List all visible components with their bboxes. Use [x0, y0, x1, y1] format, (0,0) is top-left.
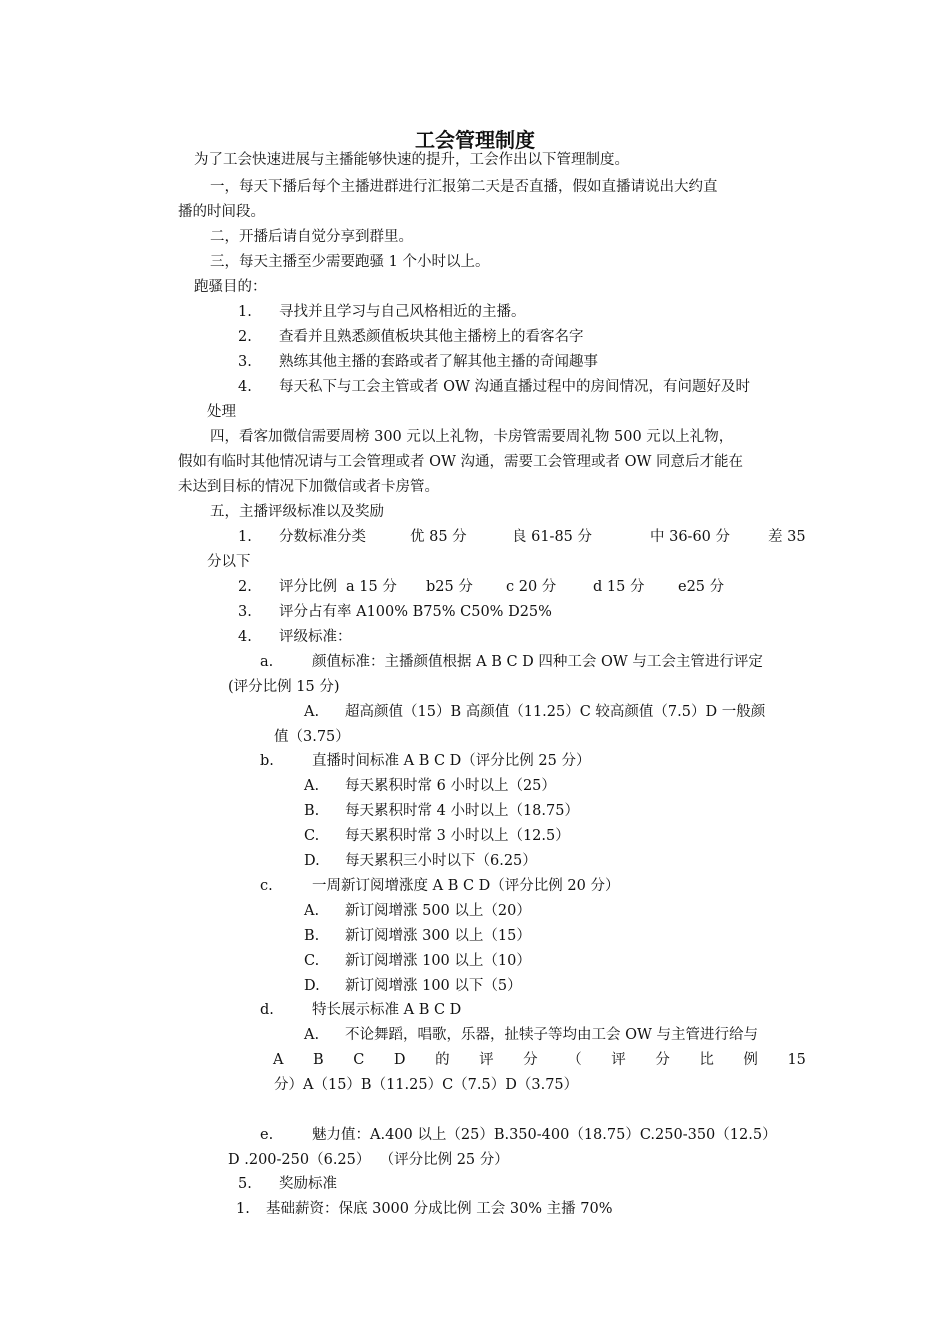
section-c-item-b — [304, 926, 531, 946]
list-mark: C. — [304, 953, 320, 969]
justified-char: C — [353, 1052, 365, 1068]
list-number: 1. — [238, 529, 252, 545]
list-text: 每天累积时常 3 小时以上（12.5） — [345, 828, 570, 844]
rule-1-line-1: 一，每天下播后每个主播进群进行汇报第二天是否直播，假如直播请说出大约直 — [210, 179, 718, 195]
list-mark: C. — [304, 828, 320, 844]
justified-char: 评 — [479, 1052, 494, 1068]
score-poor: 差 35 — [768, 529, 806, 545]
salary-row — [236, 1199, 613, 1219]
score-continued: 分以下 — [207, 554, 251, 570]
list-text: 寻找并且学习与自己风格相近的主播。 — [279, 304, 526, 320]
intro-paragraph: 为了工会快速进展与主播能够快速的提升，工会作出以下管理制度。 — [194, 152, 629, 168]
rule-2: 二，开播后请自觉分享到群里。 — [210, 229, 413, 245]
list-number: 4. — [238, 629, 252, 645]
score-mid: 中 36-60 分 — [650, 529, 731, 545]
reward-heading — [238, 1174, 337, 1194]
rule-5-heading: 五，主播评级标准以及奖励 — [210, 504, 384, 520]
list-number: 2. — [238, 579, 252, 595]
section-d-mark: d. — [260, 1002, 274, 1018]
list-number: 1. — [236, 1201, 250, 1217]
list-text: 新订阅增涨 100 以上（10） — [345, 953, 531, 969]
section-b-item-b — [304, 801, 579, 821]
ratio-b: b25 分 — [426, 579, 473, 595]
section-c-text: 一周新订阅增涨度 A B C D（评分比例 20 分） — [312, 878, 620, 894]
list-mark: B. — [304, 928, 320, 944]
list-number: 5. — [238, 1176, 252, 1192]
list-text: 每天累积时常 4 小时以上（18.75） — [345, 803, 579, 819]
list-number: 2. — [238, 329, 252, 345]
list-text: 每天累积三小时以下（6.25） — [345, 853, 537, 869]
salary-text: 基础薪资：保底 3000 分成比例 工会 30% 主播 70% — [266, 1201, 613, 1217]
section-c-item-a — [304, 901, 531, 921]
page-title: 工会管理制度 — [415, 128, 535, 152]
list-text: 新订阅增涨 100 以下（5） — [345, 978, 522, 994]
justified-char: A — [273, 1052, 284, 1068]
list-text: 新订阅增涨 300 以上（15） — [345, 928, 531, 944]
purpose-heading: 跑骚目的： — [194, 279, 267, 295]
justified-char: 分 — [523, 1052, 538, 1068]
purpose-item-3 — [238, 352, 598, 372]
score-excellent: 优 85 分 — [410, 529, 467, 545]
section-a-item-mark: A. — [304, 704, 320, 720]
score-categories — [238, 527, 366, 547]
list-text: 熟练其他主播的套路或者了解其他主播的奇闻趣事 — [279, 354, 598, 370]
rule-1-line-2: 播的时间段。 — [178, 204, 265, 220]
section-e-continued: D .200-250（6.25） （评分比例 25 分） — [228, 1152, 509, 1168]
reward-text: 奖励标准 — [279, 1176, 337, 1192]
score-label: 分数标准分类 — [279, 529, 366, 545]
section-a-continued: (评分比例 15 分) — [228, 679, 340, 695]
justified-char: 分 — [655, 1052, 670, 1068]
section-d-justified-line — [273, 1050, 806, 1070]
list-number: 4. — [238, 379, 252, 395]
criteria-row — [238, 627, 352, 647]
list-number: 1. — [238, 304, 252, 320]
section-d-item-mark: A. — [304, 1027, 320, 1043]
ratio-label: 评分比例 — [279, 579, 337, 595]
rule-4-line-2: 假如有临时其他情况请与工会管理或者 OW 沟通，需要工会管理或者 OW 同意后才能在 — [178, 454, 744, 470]
list-text: 新订阅增涨 500 以上（20） — [345, 903, 531, 919]
list-mark: A. — [304, 778, 320, 794]
section-a-item-continued: 值（3.75） — [274, 729, 350, 745]
section-b-item-a — [304, 776, 556, 796]
justified-char: 的 — [435, 1052, 450, 1068]
section-d-text: 特长展示标准 A B C D — [312, 1002, 462, 1018]
rule-4-line-3: 未达到目标的情况下加微信或者卡房管。 — [178, 479, 439, 495]
justified-char: （ — [567, 1052, 582, 1068]
share-row — [238, 602, 552, 622]
section-d-item-continued: 分）A（15）B（11.25）C（7.5）D（3.75） — [274, 1077, 579, 1093]
section-a-item-text: 超高颜值（15）B 高颜值（11.25）C 较高颜值（7.5）D 一般颜 — [345, 704, 766, 720]
purpose-item-2 — [238, 327, 584, 347]
purpose-item-4-continued: 处理 — [207, 404, 236, 420]
criteria-text: 评级标准： — [279, 629, 352, 645]
list-mark: D. — [304, 853, 320, 869]
ratio-row — [238, 577, 337, 597]
section-b-item-d — [304, 851, 537, 871]
section-c-mark: c. — [260, 878, 273, 894]
section-e-mark: e. — [260, 1127, 274, 1143]
justified-char: D — [393, 1052, 406, 1068]
list-number: 3. — [238, 604, 252, 620]
rule-4-line-1: 四，看客加微信需要周榜 300 元以上礼物，卡房管需要周礼物 500 元以上礼物， — [210, 429, 734, 445]
justified-char: 比 — [699, 1052, 714, 1068]
section-d-item-text: 不论舞蹈，唱歌，乐器，扯犊子等均由工会 OW 与主管进行给与 — [345, 1027, 759, 1043]
section-e-text: 魅力值：A.400 以上（25）B.350-400（18.75）C.250-350（12.5） — [312, 1127, 777, 1143]
rule-3: 三，每天主播至少需要跑骚 1 个小时以上。 — [210, 254, 490, 270]
list-text: 每天私下与工会主管或者 OW 沟通直播过程中的房间情况，有问题好及时 — [279, 379, 751, 395]
section-b-item-c — [304, 826, 570, 846]
section-a-text: 颜值标准：主播颜值根据 A B C D 四种工会 OW 与工会主管进行评定 — [312, 654, 763, 670]
share-text: 评分占有率 A100% B75% C50% D25% — [279, 604, 552, 620]
ratio-a: a 15 分 — [346, 579, 397, 595]
section-b-mark: b. — [260, 753, 274, 769]
list-text: 每天累积时常 6 小时以上（25） — [345, 778, 556, 794]
ratio-e: e25 分 — [678, 579, 725, 595]
justified-char: 15 — [787, 1052, 806, 1068]
purpose-item-1 — [238, 302, 526, 322]
section-c-item-d — [304, 976, 522, 996]
section-b-text: 直播时间标准 A B C D（评分比例 25 分） — [312, 753, 591, 769]
ratio-d: d 15 分 — [593, 579, 645, 595]
score-good: 良 61-85 分 — [512, 529, 593, 545]
purpose-item-4 — [238, 377, 750, 397]
list-mark: B. — [304, 803, 320, 819]
justified-char: 评 — [611, 1052, 626, 1068]
list-number: 3. — [238, 354, 252, 370]
list-mark: A. — [304, 903, 320, 919]
list-mark: D. — [304, 978, 320, 994]
justified-char: 例 — [743, 1052, 758, 1068]
section-c-item-c — [304, 951, 531, 971]
list-text: 查看并且熟悉颜值板块其他主播榜上的看客名字 — [279, 329, 584, 345]
justified-char: B — [313, 1052, 324, 1068]
ratio-c: c 20 分 — [506, 579, 557, 595]
section-a-mark: a. — [260, 654, 274, 670]
